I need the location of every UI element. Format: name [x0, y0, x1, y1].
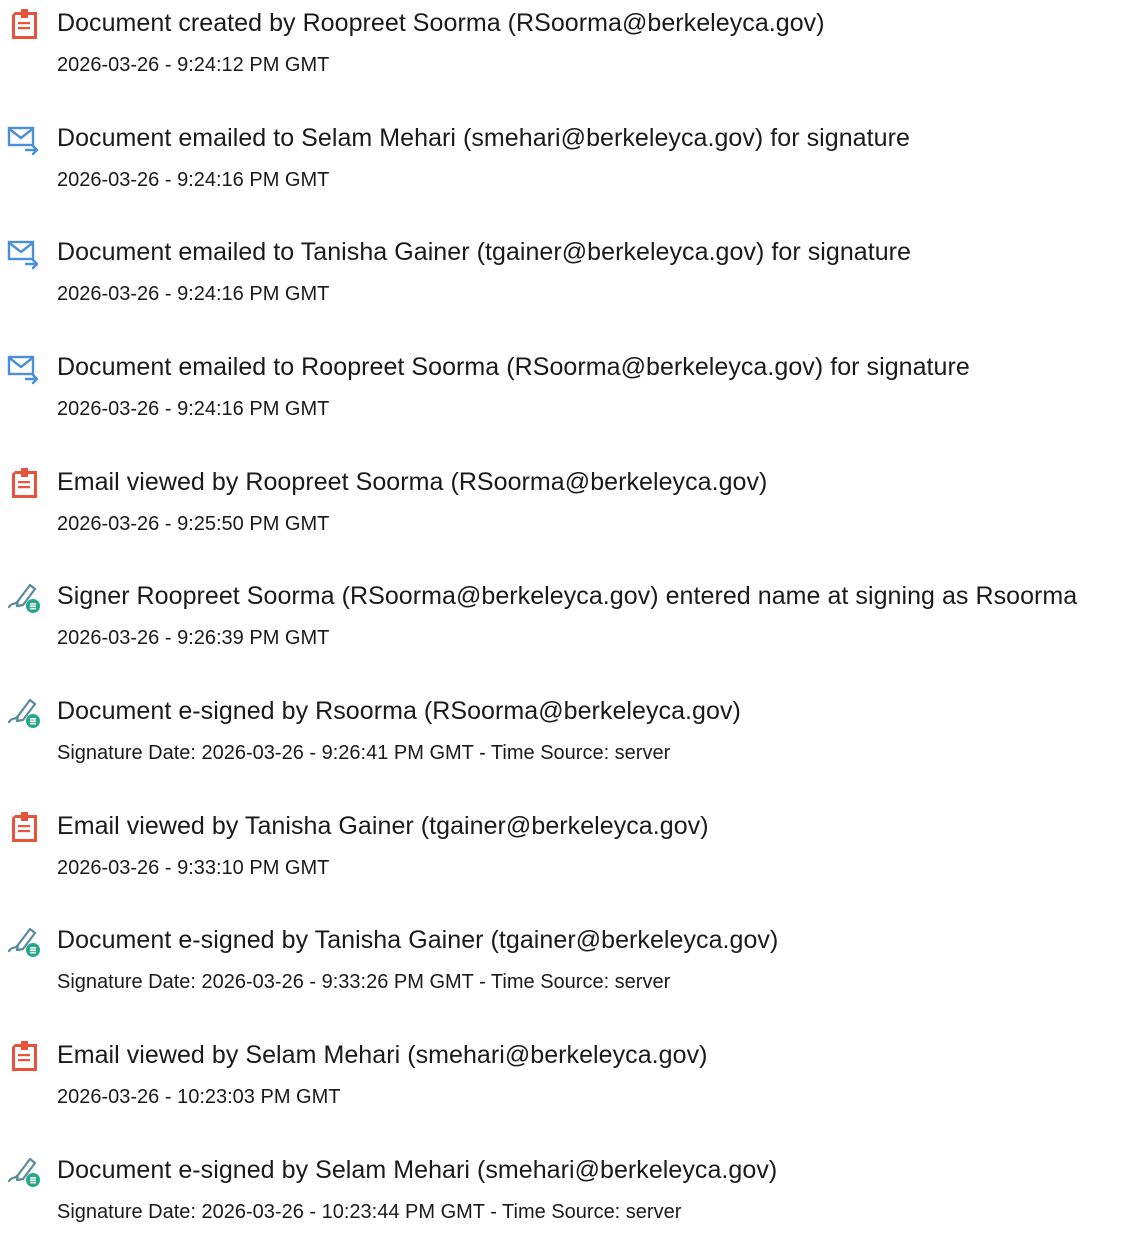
audit-entry: [0, 0, 1142, 100]
event-title: Email viewed by Tanisha Gainer (tgainer@berkeleyca.gov): [57, 812, 709, 840]
audit-entry: [0, 1032, 1142, 1132]
event-title: Document emailed to Roopreet Soorma (RSoorma@berkeleyca.gov) for signature: [57, 353, 970, 381]
email-sent-icon: [6, 235, 42, 271]
audit-entry: [0, 688, 1142, 788]
esign-pen-icon: [6, 694, 42, 730]
audit-entry: [0, 1147, 1142, 1247]
event-title: Document e-signed by Selam Mehari (smehari@berkeleyca.gov): [57, 1156, 778, 1184]
event-title: Document e-signed by Rsoorma (RSoorma@berkeleyca.gov): [57, 697, 741, 725]
email-sent-icon: [6, 350, 42, 386]
event-title: Email viewed by Selam Mehari (smehari@berkeleyca.gov): [57, 1041, 708, 1069]
document-icon: [6, 6, 42, 42]
signature-date: Signature Date: 2026-03-26 - 9:26:41 PM GMT - Time Source: server: [57, 742, 671, 764]
event-timestamp: 2026-03-26 - 9:24:16 PM GMT: [57, 169, 330, 191]
event-title: Document created by Roopreet Soorma (RSoorma@berkeleyca.gov): [57, 9, 825, 37]
signature-date: Signature Date: 2026-03-26 - 9:33:26 PM GMT - Time Source: server: [57, 971, 671, 993]
esign-pen-icon: [6, 923, 42, 959]
event-timestamp: 2026-03-26 - 9:33:10 PM GMT: [57, 857, 330, 879]
esign-pen-icon: [6, 1153, 42, 1189]
event-timestamp: 2026-03-26 - 9:24:12 PM GMT: [57, 54, 330, 76]
event-title: Document emailed to Selam Mehari (smehari@berkeleyca.gov) for signature: [57, 124, 910, 152]
event-timestamp: 2026-03-26 - 10:23:03 PM GMT: [57, 1086, 341, 1108]
audit-entry: [0, 917, 1142, 1017]
event-timestamp: 2026-03-26 - 9:24:16 PM GMT: [57, 283, 330, 305]
event-timestamp: 2026-03-26 - 9:25:50 PM GMT: [57, 513, 330, 535]
event-timestamp: 2026-03-26 - 9:26:39 PM GMT: [57, 627, 330, 649]
audit-entry: [0, 573, 1142, 673]
event-title: Document emailed to Tanisha Gainer (tgainer@berkeleyca.gov) for signature: [57, 238, 912, 266]
signature-date: Signature Date: 2026-03-26 - 10:23:44 PM GMT - Time Source: server: [57, 1201, 682, 1223]
audit-entry: [0, 115, 1142, 215]
email-sent-icon: [6, 121, 42, 157]
audit-entry: [0, 344, 1142, 444]
audit-entry: [0, 459, 1142, 559]
audit-entry: [0, 229, 1142, 329]
event-title: Signer Roopreet Soorma (RSoorma@berkeleyca.gov) entered name at signing as Rsoorma: [57, 582, 1078, 610]
document-icon: [6, 1038, 42, 1074]
esign-pen-icon: [6, 579, 42, 615]
document-icon: [6, 465, 42, 501]
audit-entry: [0, 803, 1142, 903]
event-title: Email viewed by Roopreet Soorma (RSoorma@berkeleyca.gov): [57, 468, 768, 496]
document-icon: [6, 809, 42, 845]
event-title: Document e-signed by Tanisha Gainer (tgainer@berkeleyca.gov): [57, 926, 779, 954]
event-timestamp: 2026-03-26 - 9:24:16 PM GMT: [57, 398, 330, 420]
